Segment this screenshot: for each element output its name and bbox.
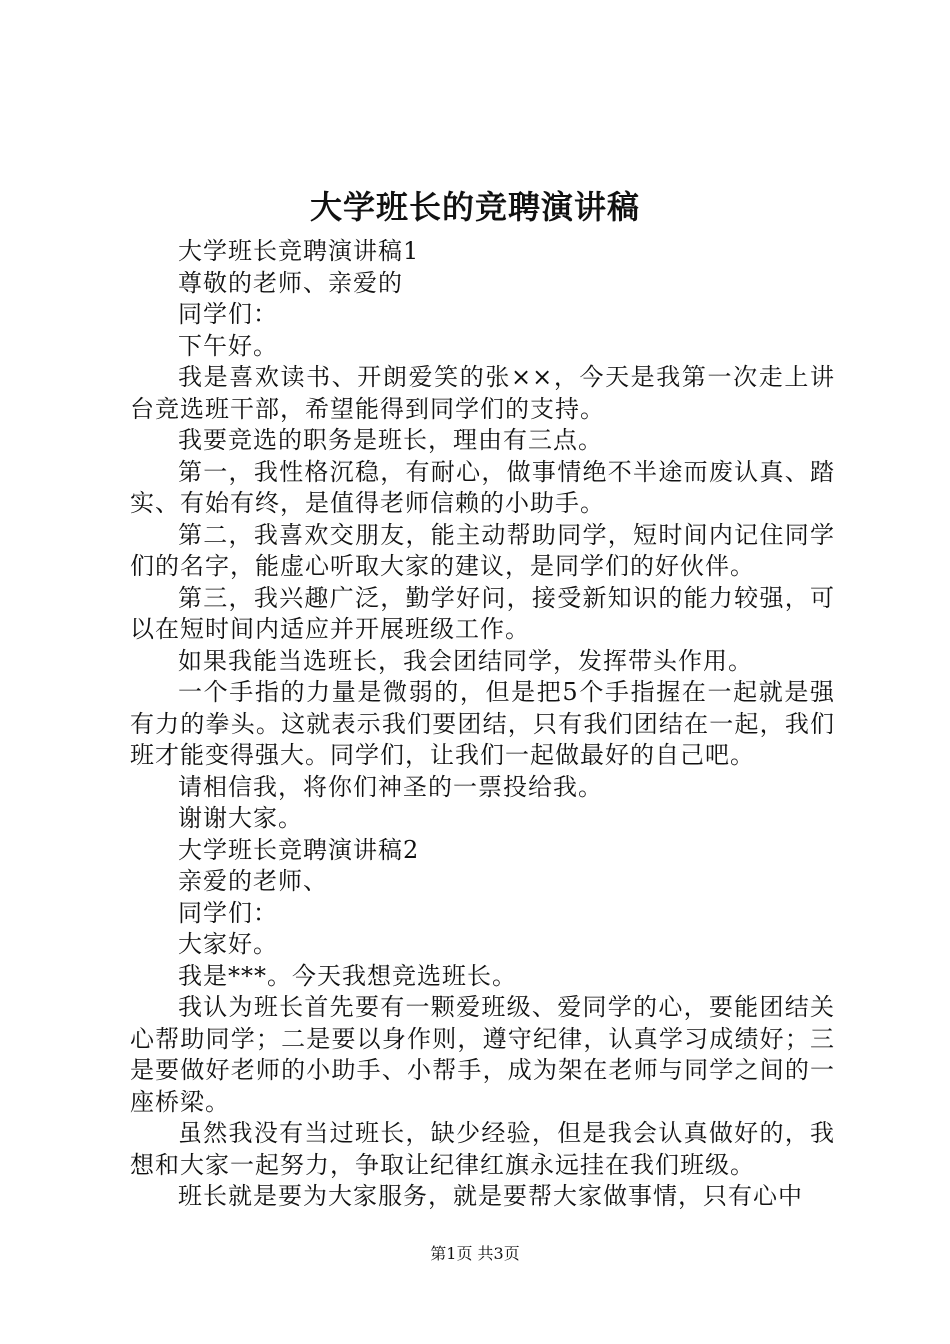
paragraph: 请相信我，将你们神圣的一票投给我。 <box>178 772 603 801</box>
paragraph: 亲爱的老师、 <box>178 867 328 895</box>
paragraph: 如果我能当选班长，我会团结同学，发挥带头作用。 <box>178 646 753 675</box>
paragraph: 第一，我性格沉稳，有耐心，做事情绝不半途而废认真、踏实、有始有终，是值得老师信赖的小助手。 <box>130 457 835 517</box>
paragraph: 尊敬的老师、亲爱的 <box>178 268 403 297</box>
paragraph: 下午好。 <box>178 331 278 360</box>
paragraph: 我认为班长首先要有一颗爱班级、爱同学的心，要能团结关心帮助同学；二是要以身作则，遵守纪律，认真学习成绩好；三是要做好老师的小助手、小帮手，成为架在老师与同学之间的一座桥梁。 <box>130 993 835 1116</box>
paragraph: 大家好。 <box>178 930 278 958</box>
paragraph: 同学们： <box>178 300 278 328</box>
paragraph: 同学们： <box>178 898 278 927</box>
paragraph: 我要竞选的职务是班长，理由有三点。 <box>178 426 603 454</box>
paragraph: 我是***。今天我想竞选班长。 <box>178 961 517 990</box>
paragraph: 大学班长竞聘演讲稿2 <box>178 835 420 864</box>
document-title: 大学班长的竞聘演讲稿 <box>309 188 640 226</box>
document-body <box>130 236 835 1213</box>
paragraph: 班长就是要为大家服务，就是要帮大家做事情，只有心中 <box>178 1182 803 1210</box>
paragraph: 谢谢大家。 <box>178 804 303 832</box>
paragraph: 大学班长竞聘演讲稿1 <box>178 237 420 265</box>
paragraph: 第二，我喜欢交朋友，能主动帮助同学，短时间内记住同学们的名字，能虚心听取大家的建议，是同学们的好伙伴。 <box>130 520 835 580</box>
paragraph: 一个手指的力量是微弱的，但是把5个手指握在一起就是强有力的拳头。这就表示我们要团结，只有我们团结在一起，我们班才能变得强大。同学们，让我们一起做最好的自己吧。 <box>130 678 835 769</box>
paragraph: 我是喜欢读书、开朗爱笑的张××，今天是我第一次走上讲台竞选班干部，希望能得到同学们的支持。 <box>130 363 835 423</box>
paragraph: 第三，我兴趣广泛，勤学好问，接受新知识的能力较强，可以在短时间内适应并开展班级工作。 <box>130 583 835 643</box>
page-number: 第1页 共3页 <box>430 1244 520 1263</box>
paragraph: 虽然我没有当过班长，缺少经验，但是我会认真做好的，我想和大家一起努力，争取让纪律红旗永远挂在我们班级。 <box>130 1119 835 1179</box>
